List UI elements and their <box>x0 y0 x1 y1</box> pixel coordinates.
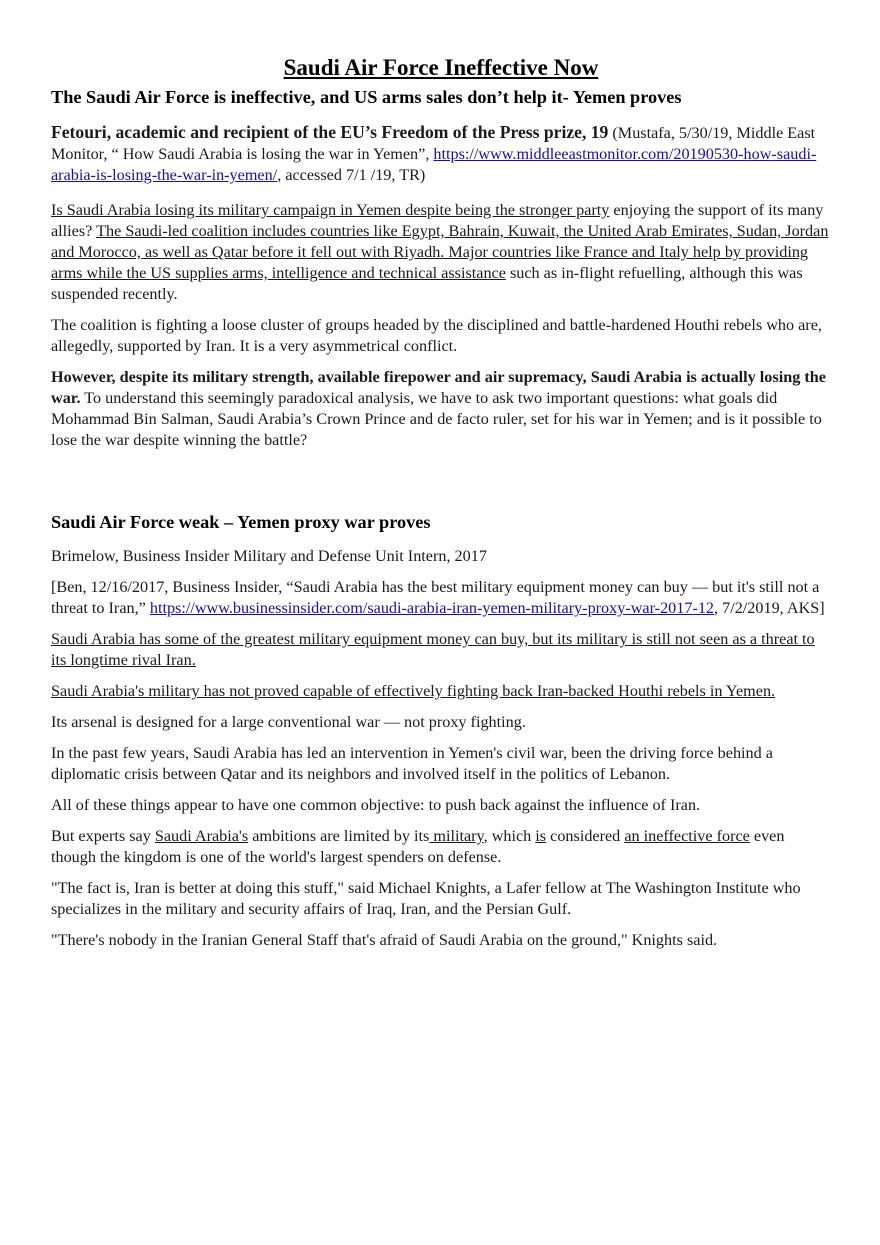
bold-text: However, despite its military strength, available firepower and air supremacy, Saudi Arabia is actually losing the war. <box>51 368 826 407</box>
underlined-text: an ineffective force <box>624 827 750 845</box>
body-text: even though the kingdom is one of the world's largest spenders on defense. <box>51 827 785 866</box>
citation-fetouri <box>51 122 831 186</box>
evidence-paragraph-8: All of these things appear to have one common objective: to push back against the influence of Iran. <box>51 796 701 814</box>
page-title: Saudi Air Force Ineffective Now <box>283 55 599 80</box>
underlined-text: military <box>429 827 484 845</box>
underlined-text: Saudi Arabia's military has not proved capable of effectively fighting back Iran-backed Houthi rebels in Yemen. <box>51 682 776 700</box>
evidence-paragraph-2: The coalition is fighting a loose cluster of groups headed by the disciplined and battle-hardened Houthi rebels who are, allegedly, supported by Iran. It is a very asymmetrical conflict. <box>51 316 822 355</box>
citation-details: [Ben, 12/16/2017, Business Insider, “Saudi Arabia has the best military equipment money can buy — but it's still not a threat to Iran,” <box>51 578 820 617</box>
body-text: But experts say <box>51 827 155 845</box>
underlined-text: Saudi Arabia has some of the greatest military equipment money can buy, but its military is still not seen as a threat to its longtime rival Iran. <box>51 630 815 669</box>
evidence-paragraph-11: "There's nobody in the Iranian General Staff that's afraid of Saudi Arabia on the ground," Knights said. <box>51 931 718 949</box>
body-text: such as in-flight refuelling, although this was suspended recently. <box>51 264 803 303</box>
citation-link[interactable]: https://www.businessinsider.com/saudi-arabia-iran-yemen-military-proxy-war-2017-12 <box>149 599 715 617</box>
body-text: , which <box>483 827 536 845</box>
section-gap <box>51 461 831 511</box>
card-tagline: The Saudi Air Force is ineffective, and US arms sales don’t help it- Yemen proves <box>51 87 682 107</box>
document-page <box>51 54 831 961</box>
evidence-paragraph-1 <box>51 200 831 305</box>
body-text: considered <box>546 827 625 845</box>
evidence-paragraph-5 <box>51 681 831 702</box>
evidence-paragraph-4 <box>51 629 831 671</box>
underlined-text: Saudi Arabia's <box>154 827 249 845</box>
underlined-text: is <box>535 827 547 845</box>
citation-access-date: , 7/2/2019, AKS] <box>714 599 825 617</box>
citation-details: (Mustafa, 5/30/19, Middle East Monitor, “ How Saudi Arabia is losing the war in Yemen”, <box>51 124 816 163</box>
card-heading: Saudi Air Force weak – Yemen proxy war proves <box>51 512 431 532</box>
underlined-text: Is Saudi Arabia losing its military campaign in Yemen despite being the stronger party <box>51 201 610 219</box>
citation-link[interactable]: https://www.middleeastmonitor.com/20190530-how-saudi-arabia-is-losing-the-war-in-yemen/ <box>51 145 817 184</box>
evidence-paragraph-10: "The fact is, Iran is better at doing this stuff," said Michael Knights, a Lafer fellow at The Washington Institute who specializes in the military and security affairs of Iraq, Iran, and the Persian Gulf. <box>51 879 801 918</box>
evidence-paragraph-6: Its arsenal is designed for a large conventional war — not proxy fighting. <box>51 713 526 731</box>
body-text: To understand this seemingly paradoxical analysis, we have to ask two important questions: what goals did Mohammad Bin Salman, Saudi Arabia’s Crown Prince and de facto ruler, set for his war in Yemen; and is it possible to lose the war despite winning the battle? <box>51 389 822 449</box>
evidence-paragraph-3 <box>51 367 831 451</box>
citation-author: Fetouri, academic and recipient of the EU’s Freedom of the Press prize, 19 <box>51 122 609 142</box>
evidence-paragraph-9 <box>51 826 831 868</box>
citation-author-line: Brimelow, Business Insider Military and Defense Unit Intern, 2017 <box>51 547 487 565</box>
body-text: enjoying the support of its many allies? <box>51 201 824 240</box>
citation-brimelow <box>51 577 831 619</box>
body-text: ambitions are limited by its <box>248 827 430 845</box>
underlined-text: The Saudi-led coalition includes countries like Egypt, Bahrain, Kuwait, the United Arab Emirates, Sudan, Jordan and Morocco, as well as Qatar before it fell out with Riyadh. Major countries like France and Italy help by providing arms while the US supplies arms, intelligence and technical assistance <box>51 222 829 282</box>
evidence-paragraph-7: In the past few years, Saudi Arabia has led an intervention in Yemen's civil war, been the driving force behind a diplomatic crisis between Qatar and its neighbors and involved itself in the politics of Lebanon. <box>51 744 773 783</box>
citation-access-date: , accessed 7/1 /19, TR) <box>277 166 426 184</box>
